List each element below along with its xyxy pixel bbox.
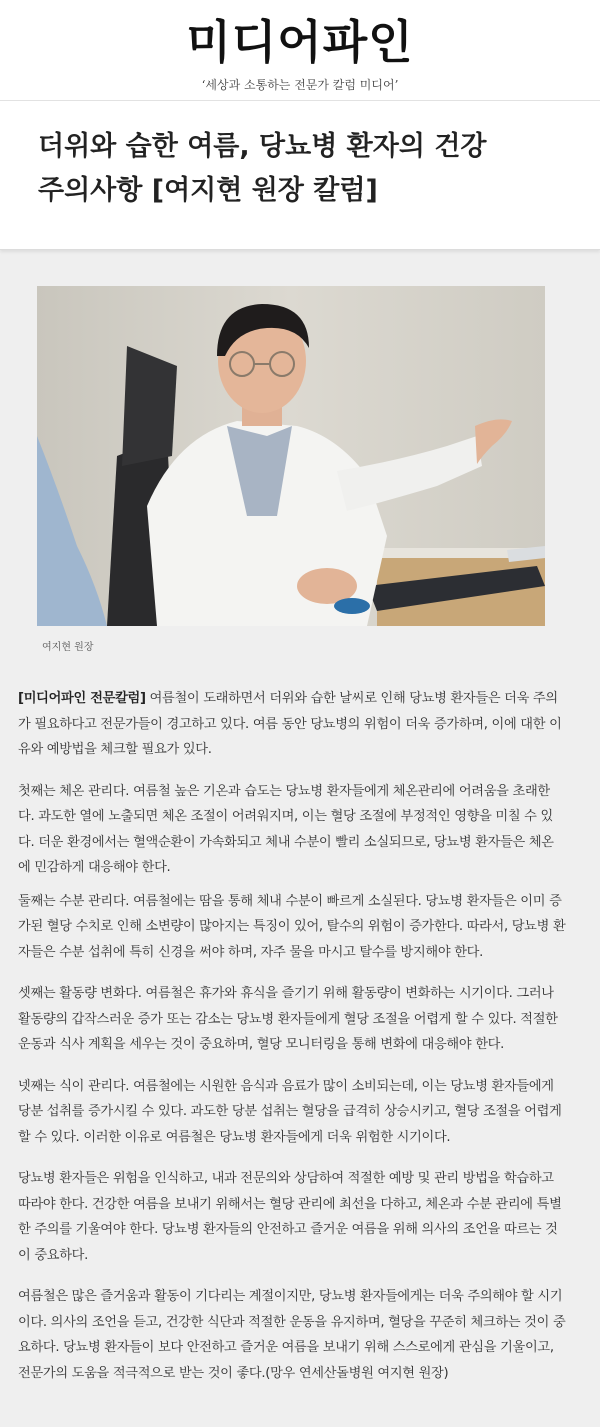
- headline-section: [0, 101, 600, 250]
- body-paragraph-3: 셋째는 활동량 변화다. 여름철은 휴가와 휴식을 즐기기 위해 활동량이 변화하는 시기이다. 그러나 활동량의 갑작스러운 증가 또는 감소는 당뇨병 환자들에게 혈당 조절을 어렵게 할 수 있다. 적절한 운동과 식사 계획을 세우는 것이 중요하며, 혈당 모니터링을 통해 변화에 대응해야 한다.: [18, 986, 558, 1052]
- headline-line-1: 더위와 습한 여름, 당뇨병 환자의 건강: [38, 131, 487, 162]
- body-paragraph-2: 둘째는 수분 관리다. 여름철에는 땀을 통해 체내 수분이 빠르게 소실된다. 당뇨병 환자들은 이미 증가된 혈당 수치로 인해 소변량이 많아지는 특징이 있어, 탈수의 위험이 증가한다. 따라서, 당뇨병 환자들은 수분 섭취에 특히 신경을 써야 하며, 자주 물을 마시고 탈수를 방지해야 한다.: [18, 893, 566, 960]
- article-body: [18, 686, 566, 1402]
- body-paragraph-6: 여름철은 많은 즐거움과 활동이 기다리는 계절이지만, 당뇨병 환자들에게는 더욱 주의해야 할 시기이다. 의사의 조언을 듣고, 건강한 식단과 적절한 운동을 유지하며, 혈당을 꾸준히 체크하는 것이 중요하다. 당뇨병 환자들이 보다 안전하고 즐거운 여름을 보내기 위해 스스로에게 관심을 기울이고, 전문가의 도움을 적극적으로 받는 것이 좋다.(망우 연세산돌병원 여지현 원장): [18, 1289, 566, 1381]
- photo-caption: 여지현 원장: [42, 642, 94, 653]
- doctor-photo-illustration: [37, 286, 545, 626]
- headline-line-2: 주의사항 [여지현 원장 칼럼]: [38, 175, 378, 206]
- site-tagline: ‘세상과 소통하는 전문가 칼럼 미디어’: [201, 78, 399, 92]
- intro-text: 여름철이 도래하면서 더위와 습한 날씨로 인해 당뇨병 환자들은 더욱 주의가 필요하다고 전문가들이 경고하고 있다. 여름 동안 당뇨병의 위험이 더욱 증가하며, 이에 대한 이유와 예방법을 체크할 필요가 있다.: [18, 691, 562, 757]
- article-photo: [37, 286, 545, 626]
- site-masthead: [0, 0, 600, 101]
- body-paragraph-1: 첫째는 체온 관리다. 여름철 높은 기온과 습도는 당뇨병 환자들에게 체온관리에 어려움을 초래한다. 과도한 열에 노출되면 체온 조절이 어려워지며, 이는 혈당 조절에 부정적인 영향을 미칠 수 있다. 더운 환경에서는 혈액순환이 가속화되고 체내 수분이 빨리 소실되므로, 당뇨병 환자들은 체온에 민감하게 대응해야 한다.: [18, 783, 554, 875]
- body-paragraph-4: 넷째는 식이 관리다. 여름철에는 시원한 음식과 음료가 많이 소비되는데, 이는 당뇨병 환자들에게 당분 섭취를 증가시킬 수 있다. 과도한 당분 섭취는 혈당을 급격히 상승시키고, 혈당 조절을 어렵게 할 수 있다. 이러한 이유로 여름철은 당뇨병 환자들에게 더욱 위험한 시기이다.: [18, 1078, 562, 1145]
- intro-paragraph: [18, 686, 566, 763]
- body-paragraph-5: 당뇨병 환자들은 위험을 인식하고, 내과 전문의와 상담하여 적절한 예방 및 관리 방법을 학습하고 따라야 한다. 건강한 여름을 보내기 위해서는 혈당 관리에 최선을 다하고, 체온과 수분 관리에 특별한 주의를 기울여야 한다. 당뇨병 환자들의 안전하고 즐거운 여름을 위해 의사의 조언을 따르는 것이 중요하다.: [18, 1171, 562, 1263]
- site-logo[interactable]: 미디어파인: [186, 15, 414, 69]
- intro-label: [미디어파인 전문칼럼]: [18, 691, 146, 706]
- article-headline: [38, 125, 570, 213]
